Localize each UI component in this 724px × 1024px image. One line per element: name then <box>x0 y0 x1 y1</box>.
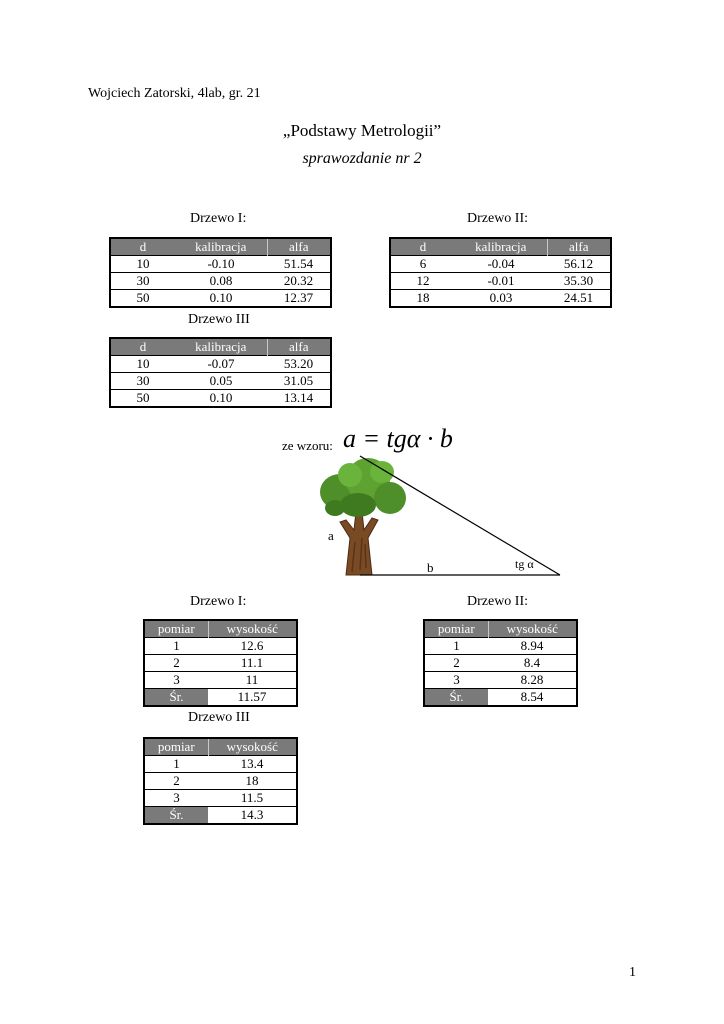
tree2-calibration-table <box>389 237 612 308</box>
cell-avg-label: Śr. <box>144 807 208 825</box>
cell-wysokosc: 13.4 <box>208 756 297 773</box>
cell-kalibracja: 0.10 <box>175 390 267 408</box>
table-row <box>144 655 297 672</box>
cell-alfa: 51.54 <box>267 256 331 273</box>
label-a: a <box>328 528 334 543</box>
cell-d: 50 <box>110 390 175 408</box>
tree3-calibration-table <box>109 337 332 408</box>
cell-avg-value: 8.54 <box>488 689 577 707</box>
cell-alfa: 13.14 <box>267 390 331 408</box>
cell-wysokosc: 11.5 <box>208 790 297 807</box>
tree2-calibration-label: Drzewo II: <box>467 211 529 226</box>
cell-pomiar: 1 <box>144 638 208 655</box>
column-header-pomiar: pomiar <box>424 620 488 638</box>
cell-avg-value: 11.57 <box>208 689 297 707</box>
column-header-d: d <box>390 238 455 256</box>
tree3-calibration-label: Drzewo III <box>188 312 250 327</box>
cell-wysokosc: 8.28 <box>488 672 577 689</box>
cell-alfa: 24.51 <box>547 290 611 308</box>
cell-d: 50 <box>110 290 175 308</box>
cell-alfa: 20.32 <box>267 273 331 290</box>
cell-pomiar: 2 <box>144 773 208 790</box>
column-header-wysokosc: wysokość <box>488 620 577 638</box>
table-row <box>144 773 297 790</box>
tree3-height-table <box>143 737 298 825</box>
cell-d: 30 <box>110 273 175 290</box>
table-row <box>390 290 611 308</box>
cell-d: 12 <box>390 273 455 290</box>
cell-kalibracja: 0.03 <box>455 290 547 308</box>
table-row <box>390 273 611 290</box>
cell-kalibracja: 0.10 <box>175 290 267 308</box>
cell-d: 10 <box>110 256 175 273</box>
cell-kalibracja: 0.08 <box>175 273 267 290</box>
cell-wysokosc: 12.6 <box>208 638 297 655</box>
average-row <box>144 689 297 707</box>
cell-avg-label: Śr. <box>424 689 488 707</box>
cell-alfa: 12.37 <box>267 290 331 308</box>
tree1-calibration-label: Drzewo I: <box>190 211 247 226</box>
cell-avg-label: Śr. <box>144 689 208 707</box>
average-row <box>144 807 297 825</box>
table-row <box>144 672 297 689</box>
column-header-kalibracja: kalibracja <box>175 238 267 256</box>
tree2-height-label: Drzewo II: <box>467 594 529 609</box>
report-title: „Podstawy Metrologii” <box>282 121 442 140</box>
column-header-alfa: alfa <box>267 238 331 256</box>
author-line: Wojciech Zatorski, 4lab, gr. 21 <box>88 86 261 101</box>
table-row <box>110 356 331 373</box>
tree1-calibration-table <box>109 237 332 308</box>
cell-avg-value: 14.3 <box>208 807 297 825</box>
cell-pomiar: 1 <box>144 756 208 773</box>
formula-prefix: ze wzoru: <box>282 438 333 453</box>
cell-alfa: 31.05 <box>267 373 331 390</box>
formula-expression: a = tgα · b <box>343 424 453 453</box>
tree1-height-label: Drzewo I: <box>190 594 247 609</box>
column-header-pomiar: pomiar <box>144 620 208 638</box>
cell-kalibracja: -0.07 <box>175 356 267 373</box>
cell-kalibracja: -0.01 <box>455 273 547 290</box>
cell-wysokosc: 11.1 <box>208 655 297 672</box>
column-header-kalibracja: kalibracja <box>455 238 547 256</box>
column-header-alfa: alfa <box>547 238 611 256</box>
cell-pomiar: 3 <box>424 672 488 689</box>
tree3-height-label: Drzewo III <box>188 710 250 725</box>
cell-pomiar: 3 <box>144 790 208 807</box>
table-row <box>424 655 577 672</box>
cell-d: 10 <box>110 356 175 373</box>
tree1-height-table <box>143 619 298 707</box>
cell-wysokosc: 8.94 <box>488 638 577 655</box>
label-angle: tg α <box>515 557 534 571</box>
table-row <box>110 390 331 408</box>
cell-wysokosc: 18 <box>208 773 297 790</box>
table-row <box>424 672 577 689</box>
cell-wysokosc: 11 <box>208 672 297 689</box>
cell-d: 30 <box>110 373 175 390</box>
column-header-d: d <box>110 338 175 356</box>
cell-d: 18 <box>390 290 455 308</box>
cell-d: 6 <box>390 256 455 273</box>
column-header-alfa: alfa <box>267 338 331 356</box>
cell-kalibracja: -0.04 <box>455 256 547 273</box>
cell-pomiar: 3 <box>144 672 208 689</box>
page-number: 1 <box>629 965 636 980</box>
average-row <box>424 689 577 707</box>
label-b: b <box>427 560 434 575</box>
tree2-height-table <box>423 619 578 707</box>
table-row <box>110 256 331 273</box>
column-header-kalibracja: kalibracja <box>175 338 267 356</box>
cell-pomiar: 2 <box>424 655 488 672</box>
table-row <box>110 373 331 390</box>
cell-kalibracja: -0.10 <box>175 256 267 273</box>
table-row <box>144 790 297 807</box>
cell-pomiar: 1 <box>424 638 488 655</box>
table-row <box>144 756 297 773</box>
table-row <box>424 638 577 655</box>
cell-alfa: 56.12 <box>547 256 611 273</box>
table-row <box>390 256 611 273</box>
column-header-pomiar: pomiar <box>144 738 208 756</box>
report-subtitle: sprawozdanie nr 2 <box>302 150 422 167</box>
table-row <box>110 290 331 308</box>
tree-triangle-diagram <box>310 450 570 585</box>
table-row <box>110 273 331 290</box>
cell-kalibracja: 0.05 <box>175 373 267 390</box>
column-header-wysokosc: wysokość <box>208 738 297 756</box>
cell-alfa: 35.30 <box>547 273 611 290</box>
cell-alfa: 53.20 <box>267 356 331 373</box>
column-header-wysokosc: wysokość <box>208 620 297 638</box>
table-row <box>144 638 297 655</box>
cell-pomiar: 2 <box>144 655 208 672</box>
column-header-d: d <box>110 238 175 256</box>
cell-wysokosc: 8.4 <box>488 655 577 672</box>
